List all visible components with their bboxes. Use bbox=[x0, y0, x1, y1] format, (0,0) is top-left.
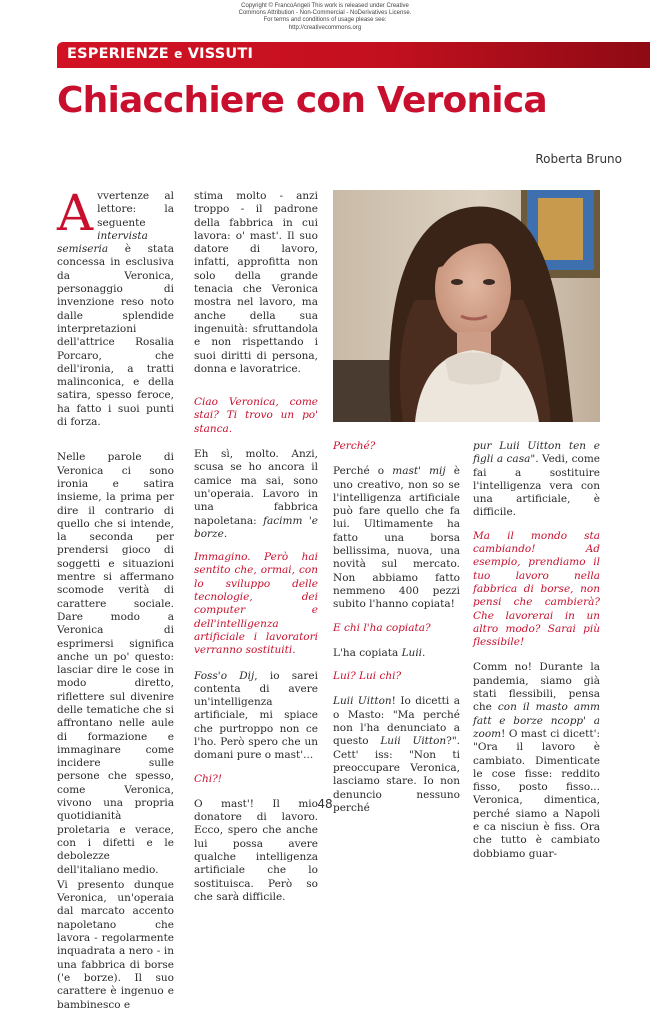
text-run: ! Io dicetti a o Masto: "Ma perché non l'ha denunciato a questo bbox=[333, 695, 460, 748]
body-paragraph: Nelle parole di Veronica ci sono ironia e satira insieme, la prima per dire il contrario di quello che si intende, la seconda per prendersi gioco di soggetti e situazioni mentre si affermano scomode verità di carattere sociale. Dare modo a Veronica di esprimersi significa anche un po' questo: lasciar dire le cose in modo diretto, riflettere sul divenire delle tematiche che si affrontano nelle aule di formazione e immaginare come incidere sulle persone che spesso, come Veronica, vivono una propria quotidianità proletaria e verace, con i difetti e le debolezze dell'italiano medio. bbox=[57, 451, 174, 876]
copyright-line: Commons Attribution - Non-Commercial - NoDerivatives License. bbox=[238, 10, 412, 17]
page-number: 48 bbox=[317, 797, 333, 811]
copyright-line: http://creativecommons.org bbox=[288, 24, 362, 31]
section-label-main: ESPERIENZE bbox=[67, 46, 169, 62]
text-run: è uno creativo, non so se l'intelligenza artificiale può fare quello che fa lui. Ultimamente ha fatto una borsa bellissima, nuova, una novità sul mercato. Non abbiamo fatto nemmeno 400 pezzi subito l'hanno copiata! bbox=[333, 465, 460, 611]
article-title: Chiacchiere con Veronica bbox=[57, 80, 547, 121]
text-emphasis: Luii Uitton bbox=[380, 735, 447, 748]
interview-question: Ma il mondo sta cambiando! Ad esempio, prendiamo il tuo lavoro nella fabbrica di borse, non pensi che cambierà? Che lavorerai in un altro modo? Sarai più flessibile! bbox=[473, 529, 600, 649]
text-emphasis: pur Luii Uitton ten e figli a casa bbox=[473, 440, 600, 466]
text-run: Perché o bbox=[333, 465, 393, 478]
text-emphasis: con il masto amm fatt e borze ncopp' a zoom bbox=[473, 701, 600, 740]
section-header-band bbox=[57, 42, 650, 68]
text-run: ?". Cett' iss: "Non ti preoccupare Veronica, lasciamo stare. Io non denuncio nessuno perché bbox=[333, 735, 460, 814]
text-run: , io sarei contenta di avere un'intelligenza artificiale, mi spiace che purtroppo non ce l'ho. Però spero che un domani pure o mast'... bbox=[194, 669, 318, 762]
copyright-notice bbox=[205, 3, 445, 32]
intro-paragraph bbox=[57, 184, 174, 429]
article-column-3 bbox=[333, 440, 460, 825]
copyright-line: Copyright © FrancoAngeli This work is released under Creative bbox=[241, 3, 409, 9]
text-run: Eh sì, molto. Anzi, scusa se ho ancora il camice ma sai, sono un'operaia. Lavoro in una fabbrica napoletana: bbox=[194, 448, 318, 527]
text-emphasis: Luii Uitton bbox=[333, 695, 392, 708]
text-run: Comm no! Durante la pandemia, siamo già stati flessibili, pensa che bbox=[473, 661, 600, 714]
interview-answer bbox=[333, 465, 460, 611]
text-run: ". Vedi, come fai a sostituire l'intelligenza vera con una artificiale, è difficile. bbox=[473, 453, 601, 519]
portrait-photo bbox=[333, 190, 600, 422]
text-emphasis: Foss'o Dij bbox=[194, 669, 255, 682]
interview-answer bbox=[194, 448, 318, 541]
article-column-1 bbox=[57, 184, 174, 1022]
text-emphasis: Luii bbox=[401, 646, 423, 659]
interview-question: Immagino. Però hai sentito che, ormai, con lo sviluppo delle tecnologie, dei computer e dell'intelligenza artificiale i lavoratori verranno sostituiti. bbox=[194, 551, 318, 657]
interview-answer: O mast'! Il mio donatore di lavoro. Ecco, spero che anche lui possa avere qualche intelligenza artificiale che lo sostituisca. Però so che sarà difficile. bbox=[194, 797, 318, 903]
interview-question: Lui? Lui chi? bbox=[333, 670, 402, 683]
text-run: vvertenze al lettore: la seguente bbox=[97, 190, 174, 229]
section-label bbox=[67, 46, 253, 62]
section-label-and: e bbox=[174, 47, 183, 61]
text-run: . bbox=[422, 646, 426, 659]
copyright-line: For terms and conditions of usage please see: bbox=[263, 17, 387, 24]
interview-question: Perché? bbox=[333, 440, 376, 452]
text-emphasis: facimm 'e borze bbox=[194, 514, 318, 540]
drop-cap: A bbox=[57, 184, 94, 242]
text-emphasis: mast' mij bbox=[392, 465, 446, 478]
interview-question: E chi l'ha copiata? bbox=[333, 621, 431, 634]
body-paragraph: stima molto - anzi troppo - il padrone della fabbrica in cui lavora: o' mast'. Il suo datore di lavoro, infatti, approfitta non solo della grande tenacia che Veronica mostra nel lavoro, ma anche della sua ingenuità: sfruttandola e non rispettando i suoi diritti di persona, donna e lavoratrice. bbox=[194, 190, 318, 375]
interview-question: Chi?! bbox=[194, 772, 223, 785]
text-run: è stata concessa in esclusiva da Veronica, personaggio di invenzione reso noto dalle splendide interpretazioni dell'attrice Rosalia Porcaro, che dell'ironia, a tratti malinconica, e della satira, spesso feroce, ha fatto i suoi punti di forza. bbox=[57, 243, 174, 429]
text-run: L'ha copiata bbox=[333, 646, 402, 659]
body-paragraph: Vi presento dunque Veronica, un'operaia dal marcato accento napoletano che lavora - regolarmente inquadrata a nero - in una fabbrica di borse ('e borze). Il suo carattere è ingenuo e bambinesco e bbox=[57, 878, 174, 1011]
interview-answer bbox=[333, 647, 460, 660]
section-label-end: VISSUTI bbox=[187, 46, 254, 62]
interview-answer bbox=[473, 661, 600, 860]
interview-question: Ciao Veronica, come stai? Ti trovo un po' stanca. bbox=[194, 396, 318, 435]
text-emphasis: intervista semiseria bbox=[57, 229, 148, 256]
portrait-illustration bbox=[333, 190, 600, 422]
interview-answer bbox=[194, 670, 318, 763]
article-author: Roberta Bruno bbox=[535, 152, 622, 166]
interview-answer bbox=[473, 440, 600, 520]
text-run: . bbox=[223, 527, 228, 540]
text-run: ! O mast ci dicett': "Ora il lavoro è cambiato. Dimenticate le cose fisse: reddito fisso, posto fisso... Veronica, dimentica, perché siamo a Napoli e ca nisciun è fiss. Ora che tutto è cambiato dobbiamo guar- bbox=[473, 727, 600, 860]
